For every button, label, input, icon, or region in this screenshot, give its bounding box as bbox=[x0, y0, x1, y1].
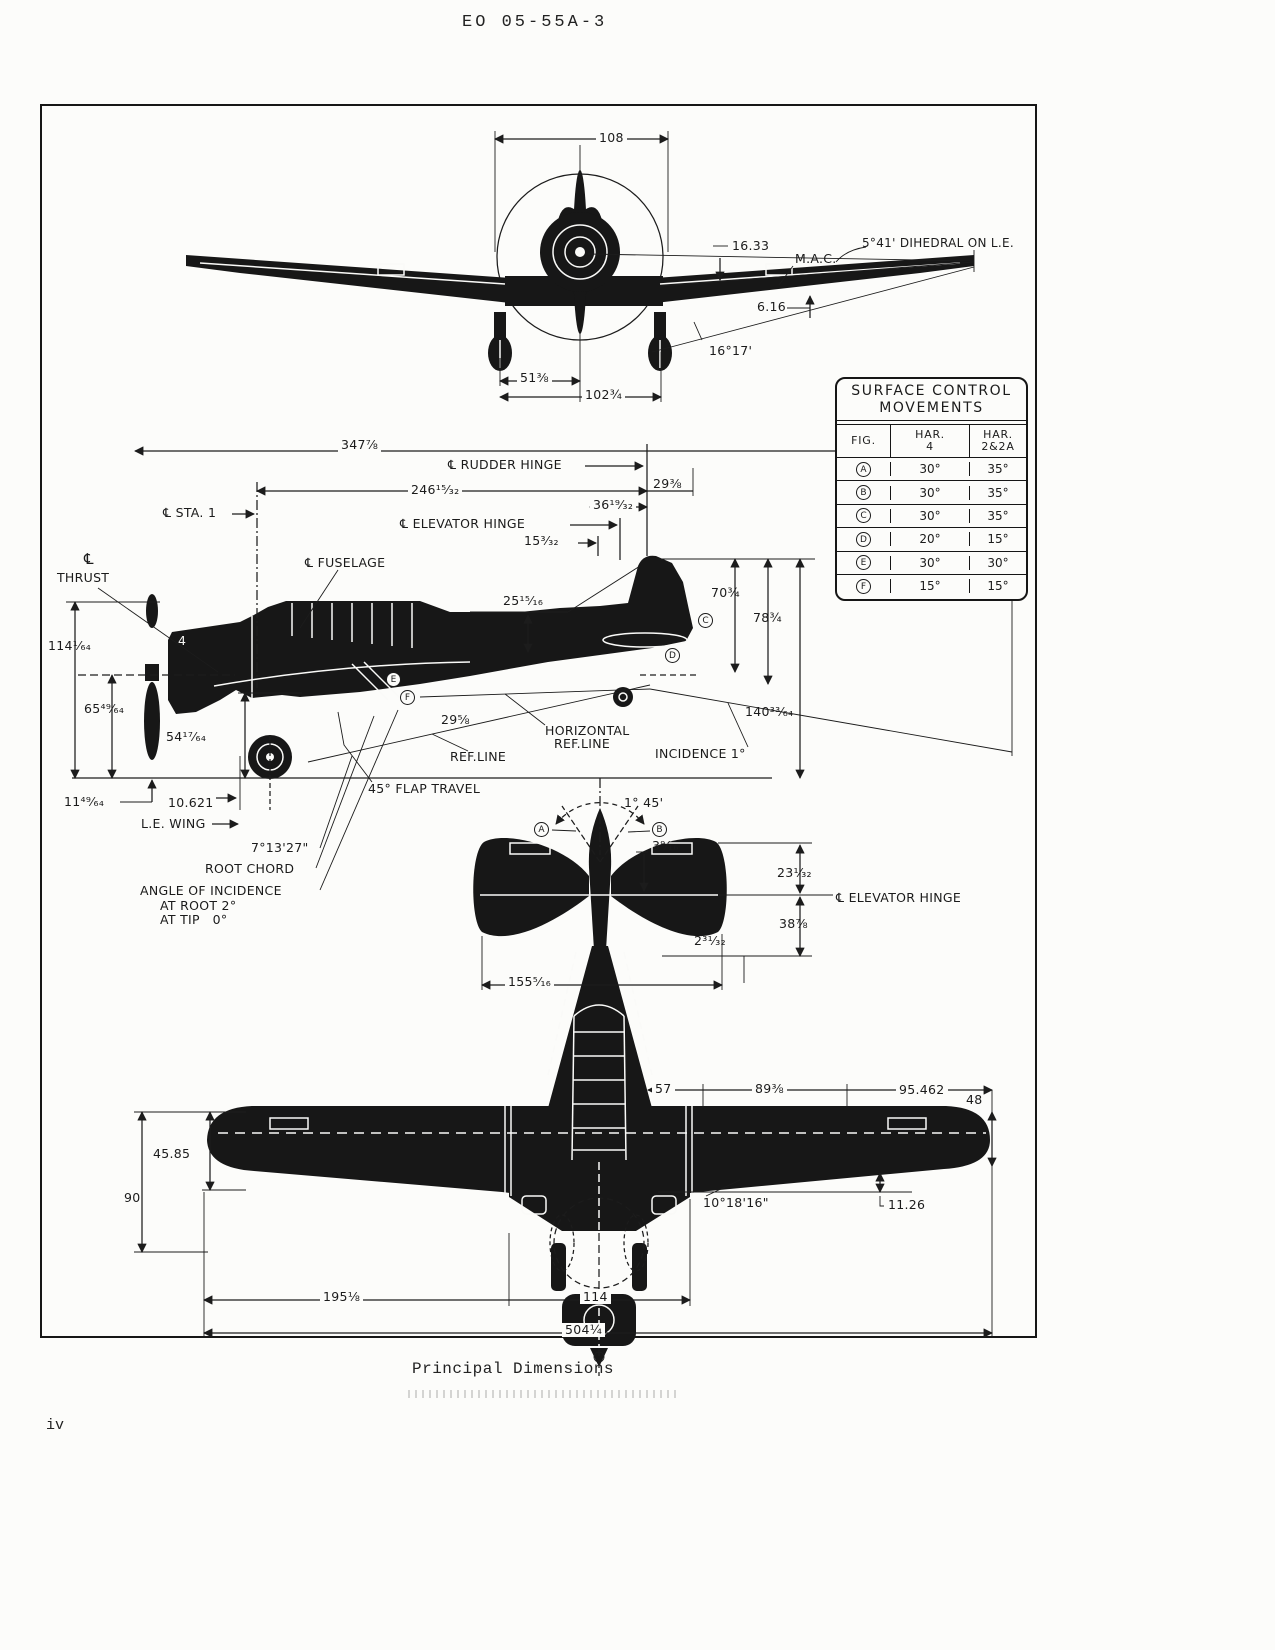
row-har2-value: 35° bbox=[969, 509, 1026, 523]
fig-a-marker: A bbox=[534, 822, 549, 837]
dim-prop-diameter: 108 bbox=[596, 131, 627, 145]
print-smudge bbox=[408, 1390, 678, 1398]
front-view-art bbox=[186, 131, 974, 402]
row-fig-badge: F bbox=[856, 579, 871, 594]
dim-155: 155⁵⁄₁₆ bbox=[505, 975, 554, 989]
rudder-travel-angle: 1° 45' bbox=[624, 795, 664, 810]
cl-sta1-label: ℄ STA. 1 bbox=[163, 505, 217, 520]
table-title-line1: SURFACE CONTROL bbox=[851, 383, 1012, 399]
row-har4-value: 30° bbox=[890, 462, 969, 476]
cl-rudder-hinge-label: ℄ RUDDER HINGE bbox=[448, 457, 562, 472]
root-chord-label: ROOT CHORD bbox=[205, 861, 295, 876]
fig-b-marker: B bbox=[652, 822, 667, 837]
fig-e-marker: E bbox=[386, 672, 401, 687]
cl-thrust-symbol: ℄ bbox=[84, 550, 94, 568]
page-header: EO 05-55A-3 bbox=[462, 13, 608, 32]
row-har4-value: 20° bbox=[890, 532, 969, 546]
dim-track: 102¾ bbox=[582, 388, 625, 402]
row-har2-value: 30° bbox=[969, 556, 1026, 570]
col-header-fig: FIG. bbox=[851, 434, 876, 447]
row-fig-badge: E bbox=[856, 555, 871, 570]
dim-78: 78¾ bbox=[753, 610, 782, 625]
dim-25: 25¹⁵⁄₁₆ bbox=[503, 593, 544, 608]
dim-36: 36¹⁹⁄₃₂ bbox=[590, 498, 636, 512]
le-wing-label: L.E. WING bbox=[141, 816, 206, 831]
table-title bbox=[837, 379, 1026, 417]
dim-mac-offset: 6.16 bbox=[757, 299, 787, 314]
figure-caption: Principal Dimensions bbox=[412, 1360, 615, 1378]
table-row bbox=[837, 504, 1026, 527]
incidence-label: INCIDENCE 1° bbox=[655, 746, 746, 761]
dim-57: 57 bbox=[652, 1082, 675, 1096]
row-har2-value: 35° bbox=[969, 486, 1026, 500]
dim-95-462: 95.462 bbox=[896, 1083, 948, 1097]
dim-195: 195⅛ bbox=[320, 1290, 363, 1304]
row-har2-value: 15° bbox=[969, 579, 1026, 593]
dim-mac-arm: 16.33 bbox=[732, 238, 770, 253]
flap-travel-label: 45° FLAP TRAVEL bbox=[368, 781, 481, 796]
sweep-angle-front: 16°17' bbox=[709, 343, 753, 358]
row-har2-value: 35° bbox=[969, 462, 1026, 476]
col-header-har4-line2: 4 bbox=[926, 440, 934, 453]
dim-rudder-aft: 29⅜ bbox=[653, 476, 682, 491]
dim-89: 89⅜ bbox=[752, 1082, 787, 1096]
cl-fuselage-label: ℄ FUSELAGE bbox=[305, 555, 386, 570]
dim-11: 11⁴⁹⁄₆₄ bbox=[64, 794, 105, 809]
col-header-har2-line1: HAR. bbox=[983, 428, 1013, 441]
table-title-line2: MOVEMENTS bbox=[879, 400, 984, 416]
gear-angle-label: 7°13'27" bbox=[251, 840, 309, 855]
dim-140: 140³³⁄₆₄ bbox=[745, 704, 794, 719]
col-header-har4 bbox=[890, 425, 969, 457]
col-header-har4-line1: HAR. bbox=[915, 428, 945, 441]
dim-48: 48 bbox=[966, 1092, 983, 1107]
mac-label: M.A.C. bbox=[795, 251, 837, 266]
dim-11-26: 11.26 bbox=[888, 1197, 926, 1212]
dim-54: 54¹⁷⁄₆₄ bbox=[166, 729, 207, 744]
dim-3-9-16: 3⁹⁄₁₆ bbox=[652, 838, 679, 853]
dim-23-1-32: 23¹⁄₃₂ bbox=[777, 865, 812, 880]
row-har4-value: 15° bbox=[890, 579, 969, 593]
dim-29: 29⅝ bbox=[441, 712, 470, 727]
dim-10-621: 10.621 bbox=[168, 795, 214, 810]
aoi-label-2: AT ROOT 2° bbox=[160, 898, 237, 913]
row-fig-badge: A bbox=[856, 462, 871, 477]
aoi-label-1: ANGLE OF INCIDENCE bbox=[140, 883, 282, 898]
fig-d-marker: D bbox=[665, 648, 680, 663]
dihedral-note: 5°41' DIHEDRAL ON L.E. bbox=[862, 236, 1014, 250]
fig-c-marker: C bbox=[698, 613, 713, 628]
dim-overall-length: 347⅞ bbox=[338, 438, 381, 452]
dim-114-top: 114 bbox=[580, 1290, 611, 1304]
col-header-har2-line2: 2&2A bbox=[981, 440, 1015, 453]
row-har4-value: 30° bbox=[890, 509, 969, 523]
row-fig-badge: B bbox=[856, 485, 871, 500]
col-header-har2 bbox=[969, 425, 1026, 457]
aoi-label-3: AT TIP 0° bbox=[160, 912, 228, 927]
station-4-label: 4 bbox=[178, 633, 187, 648]
dim-15: 15³⁄₃₂ bbox=[524, 533, 559, 548]
dim-38-7-8: 38⅞ bbox=[779, 916, 808, 931]
page-number: iv bbox=[46, 1417, 65, 1434]
dim-90: 90 bbox=[124, 1190, 141, 1205]
wing-sweep-angle: 10°18'16" bbox=[703, 1195, 769, 1210]
row-fig-badge: C bbox=[856, 508, 871, 523]
surface-control-table bbox=[835, 377, 1028, 601]
dim-65: 65⁴⁹⁄₆₄ bbox=[84, 701, 125, 716]
thrust-label: THRUST bbox=[57, 570, 110, 585]
dim-half-track: 51⅜ bbox=[517, 371, 552, 385]
cl-elevator-hinge-label: ℄ ELEVATOR HINGE bbox=[400, 516, 526, 531]
row-fig-badge: D bbox=[856, 532, 871, 547]
fig-f-marker: F bbox=[400, 690, 415, 705]
cl-elevator-hinge-tail: ℄ ELEVATOR HINGE bbox=[836, 890, 962, 905]
ref-line-label: REF.LINE bbox=[450, 749, 507, 764]
dim-504: 504¼ bbox=[562, 1323, 605, 1337]
row-har4-value: 30° bbox=[890, 486, 969, 500]
horizontal-ref-line-2: REF.LINE bbox=[554, 736, 611, 751]
table-header-row bbox=[837, 425, 1026, 457]
dim-sta-to-rudder: 246¹⁵⁄₃₂ bbox=[408, 483, 462, 497]
table-row bbox=[837, 527, 1026, 550]
dim-70: 70¾ bbox=[711, 585, 740, 600]
table-row bbox=[837, 480, 1026, 503]
horizontal-ref-line-1: HORIZONTAL bbox=[545, 723, 630, 738]
dim-2-31-32: 2³¹⁄₃₂ bbox=[694, 933, 726, 948]
row-har4-value: 30° bbox=[890, 556, 969, 570]
table-row bbox=[837, 551, 1026, 574]
table-row bbox=[837, 457, 1026, 480]
dim-45-85: 45.85 bbox=[153, 1146, 191, 1161]
dim-114: 114¹⁄₆₄ bbox=[48, 638, 92, 653]
table-row bbox=[837, 574, 1026, 597]
row-har2-value: 15° bbox=[969, 532, 1026, 546]
